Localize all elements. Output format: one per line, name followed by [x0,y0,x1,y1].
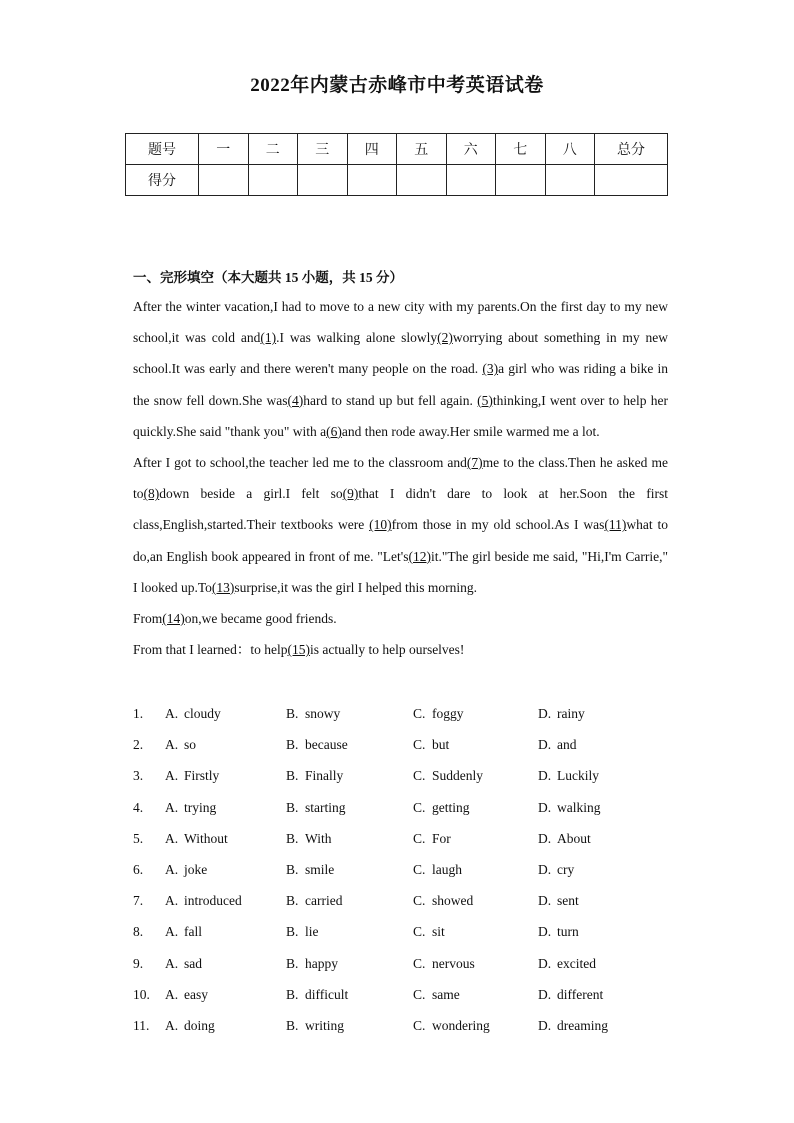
option-letter: D. [538,1017,552,1033]
option-letter: B. [286,924,299,940]
question-list [133,698,693,1041]
score-table [125,133,668,196]
answer-option[interactable] [286,823,331,854]
score-cell [545,165,595,196]
question-number: 2. [133,737,144,753]
option-text: trying [184,799,217,815]
option-letter: C. [413,924,426,940]
option-letter: B. [286,955,299,971]
option-letter: D. [538,955,552,971]
option-text: Suddenly [432,768,484,784]
score-cell [595,165,668,196]
score-header-cell: 八 [545,134,595,165]
question-number: 11. [133,1017,150,1033]
answer-option[interactable] [286,948,338,979]
option-letter: D. [538,830,552,846]
score-header-cell: 二 [248,134,298,165]
option-letter: B. [286,893,299,909]
blank-marker: (12) [408,548,431,564]
answer-option[interactable] [286,1010,344,1041]
passage-text: thinking,I went over to help her quickly.She said "thank you" with a [133,392,668,439]
option-text: foggy [432,706,464,721]
answer-option[interactable] [165,948,202,979]
option-text: joke [184,861,208,877]
passage-paragraph [133,634,668,665]
passage-text: on,we became good friends. [184,611,337,627]
option-letter: C. [413,861,426,877]
question-item [133,854,693,885]
blank-marker: (3) [482,361,499,377]
option-text: writing [305,1017,344,1033]
cloze-passage [133,291,668,665]
score-cell [347,165,397,196]
passage-text: it."The girl beside me said, "Hi,I'm Carrie," I looked up.To [133,548,669,595]
answer-option[interactable] [413,698,464,729]
blank-marker: (15) [287,642,310,658]
answer-option[interactable] [413,1010,490,1041]
option-letter: A. [165,706,179,721]
answer-option[interactable] [538,823,591,854]
blank-marker: (9) [342,486,359,502]
option-letter: D. [538,737,552,753]
passage-text: After I got to school,the teacher led me to the classroom and [133,455,467,471]
score-header-cell: 一 [199,134,249,165]
page-title: 2022年内蒙古赤峰市中考英语试卷 [250,75,544,96]
option-letter: C. [413,706,426,721]
option-text: snowy [305,706,341,721]
passage-text: From [133,611,163,627]
score-row-label: 得分 [126,165,199,196]
answer-option[interactable] [538,760,599,791]
option-text: same [432,986,460,1002]
answer-option[interactable] [413,792,470,823]
option-letter: C. [413,737,426,753]
question-item [133,885,693,916]
passage-text: from those in my old school.As I was [391,517,605,533]
option-text: starting [305,799,346,815]
question-number: 7. [133,893,144,909]
option-text: With [305,830,332,846]
blank-marker: (10) [369,517,392,533]
answer-option[interactable] [286,792,346,823]
answer-option[interactable] [165,760,219,791]
section-heading: 一、完形填空（本大题共 15 小题，共 15 分） [133,270,403,285]
score-header-cell: 题号 [126,134,199,165]
passage-text: down beside a girl.I felt so [159,486,343,502]
score-header-cell: 七 [496,134,546,165]
score-header-cell: 六 [446,134,496,165]
score-table-score-row [126,165,668,196]
score-header-cell: 四 [347,134,397,165]
option-letter: C. [413,830,426,846]
option-text: Without [184,830,228,846]
answer-option[interactable] [413,760,483,791]
option-letter: A. [165,986,179,1002]
score-header-cell: 总分 [595,134,668,165]
answer-option[interactable] [538,979,603,1010]
answer-option[interactable] [165,885,242,916]
blank-marker: (14) [162,611,185,627]
option-letter: D. [538,706,552,721]
blank-marker: (2) [437,330,453,346]
answer-option[interactable] [165,979,208,1010]
answer-option[interactable] [413,729,449,760]
answer-option[interactable] [413,948,475,979]
option-letter: D. [538,861,552,877]
question-number: 3. [133,768,144,784]
option-text: getting [432,799,470,815]
answer-option[interactable] [538,698,585,729]
answer-option[interactable] [165,916,202,947]
score-cell [248,165,298,196]
option-letter: D. [538,799,552,815]
answer-option[interactable] [286,885,342,916]
blank-marker: (11) [604,517,627,533]
option-text: sit [432,924,445,940]
option-letter: A. [165,799,179,815]
option-text: cloudy [184,706,221,721]
answer-option[interactable] [286,729,348,760]
answer-option[interactable] [413,916,445,947]
question-number: 8. [133,924,144,940]
answer-option[interactable] [165,792,216,823]
option-text: because [305,737,348,753]
passage-text: that I didn't dare to look at her.Soon the first class,English,started.Their textbooks were [133,486,668,533]
passage-text: and then rode away.Her smile warmed me a lot. [341,423,600,439]
answer-option[interactable] [165,854,207,885]
option-text: laugh [432,861,462,877]
passage-text: is actually to help ourselves! [309,642,465,658]
answer-option[interactable] [286,979,348,1010]
answer-option[interactable] [413,823,451,854]
option-letter: C. [413,893,426,909]
option-text: cry [557,861,575,877]
passage-text: After the winter vacation,I had to move to a new city with my parents.On the first day to my new school,it was cold and [133,299,668,346]
answer-option[interactable] [165,1010,215,1041]
option-letter: B. [286,768,299,784]
question-number: 9. [133,955,144,971]
score-cell [199,165,249,196]
score-header-cell: 五 [397,134,447,165]
passage-text: From that I learned：to help [133,642,288,658]
score-header-cell: 三 [298,134,348,165]
answer-option[interactable] [538,1010,608,1041]
answer-option[interactable] [165,698,221,729]
option-text: but [432,737,450,753]
option-text: happy [305,955,338,971]
option-text: nervous [432,955,475,971]
option-letter: C. [413,1017,426,1033]
option-letter: A. [165,924,179,940]
option-text: For [432,830,451,846]
answer-option[interactable] [165,729,196,760]
option-text: Firstly [184,768,220,784]
question-number: 4. [133,799,144,815]
option-text: rainy [557,706,585,721]
option-letter: B. [286,861,299,877]
option-letter: A. [165,768,179,784]
question-item [133,823,693,854]
question-item [133,948,693,979]
option-letter: C. [413,955,426,971]
option-text: lie [305,924,319,940]
option-text: sad [184,955,202,971]
answer-option[interactable] [165,823,228,854]
option-letter: D. [538,893,552,909]
passage-text: what to do,an English book appeared in front of me. "Let's [133,517,668,564]
blank-marker: (4) [287,392,304,408]
answer-option[interactable] [538,885,579,916]
passage-paragraph [133,291,668,447]
option-text: dreaming [557,1017,608,1033]
option-text: wondering [432,1017,490,1033]
blank-marker: (6) [326,423,342,439]
option-text: About [557,830,591,846]
option-text: Finally [305,768,344,784]
answer-option[interactable] [538,792,601,823]
answer-option[interactable] [286,760,343,791]
option-text: difficult [305,986,349,1002]
option-letter: D. [538,924,552,940]
passage-text: a girl who was riding a bike in the snow fell down.She was [133,361,669,408]
option-letter: A. [165,893,179,909]
option-letter: B. [286,986,299,1002]
option-text: and [557,737,577,753]
answer-option[interactable] [538,948,596,979]
option-letter: A. [165,1017,179,1033]
blank-marker: (13) [211,579,235,595]
option-letter: B. [286,737,299,753]
answer-option[interactable] [538,729,577,760]
question-number: 10. [133,986,150,1002]
option-text: sent [557,893,579,909]
option-text: introduced [184,893,242,909]
answer-option[interactable] [286,916,319,947]
passage-paragraph [133,603,668,634]
blank-marker: (7) [466,455,483,471]
option-text: showed [432,893,474,909]
option-text: fall [184,924,202,940]
option-text: smile [305,861,335,877]
question-item [133,760,693,791]
answer-option[interactable] [538,916,579,947]
question-number: 5. [133,830,144,846]
option-text: carried [305,893,343,909]
option-text: so [184,737,197,753]
option-letter: D. [538,768,552,784]
question-item [133,979,693,1010]
passage-paragraph [133,447,668,603]
option-text: easy [184,986,208,1002]
option-text: walking [557,799,601,815]
answer-option[interactable] [413,854,462,885]
answer-option[interactable] [413,885,473,916]
option-text: different [557,986,604,1002]
option-letter: B. [286,706,299,721]
passage-text: surprise,it was the girl I helped this morning. [234,579,478,595]
score-table-header-row [126,134,668,165]
question-item [133,792,693,823]
question-item [133,1010,693,1041]
option-letter: B. [286,830,299,846]
option-letter: A. [165,861,179,877]
score-cell [446,165,496,196]
passage-text: worrying about something in my new school.It was early and there weren't many people on the road. [133,330,668,377]
option-text: turn [557,924,579,940]
question-item [133,698,693,729]
score-cell [397,165,447,196]
option-letter: A. [165,830,179,846]
option-letter: A. [165,955,179,971]
option-letter: D. [538,986,552,1002]
answer-option[interactable] [413,979,460,1010]
question-number: 6. [133,861,144,877]
passage-text: .I was walking alone slowly [276,330,438,346]
question-number: 1. [133,706,144,721]
answer-option[interactable] [286,854,334,885]
option-letter: C. [413,768,426,784]
question-item [133,729,693,760]
option-letter: A. [165,737,179,753]
score-cell [496,165,546,196]
option-letter: B. [286,799,299,815]
passage-text: hard to stand up but fell again. [303,392,478,408]
answer-option[interactable] [538,854,574,885]
option-text: Luckily [557,768,599,784]
option-letter: C. [413,986,426,1002]
score-cell [298,165,348,196]
option-letter: B. [286,1017,299,1033]
option-text: excited [557,955,596,971]
answer-option[interactable] [286,698,340,729]
blank-marker: (5) [477,392,493,408]
option-letter: C. [413,799,426,815]
question-item [133,916,693,947]
blank-marker: (1) [260,330,277,346]
passage-text: me to the class.Then he asked me to [133,455,668,502]
option-text: doing [184,1017,215,1033]
blank-marker: (8) [143,486,160,502]
